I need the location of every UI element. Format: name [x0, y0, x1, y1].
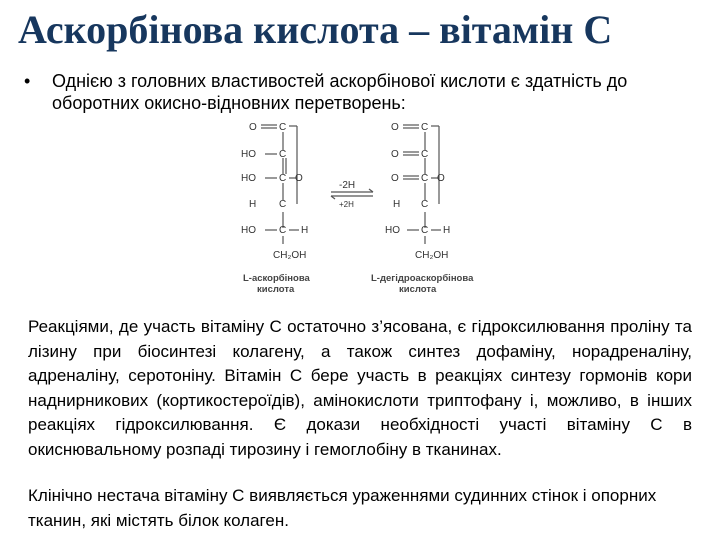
- atom-ho: HO: [385, 225, 400, 236]
- atom-c: C: [279, 122, 287, 133]
- atom-h: H: [393, 199, 401, 210]
- atom-h: H: [301, 225, 309, 236]
- molecule-caption: L-аскорбінова: [243, 273, 310, 284]
- atom-c: C: [421, 225, 429, 236]
- reaction-arrows: [331, 180, 373, 209]
- atom-c: C: [279, 149, 287, 160]
- molecule-caption: кислота: [257, 284, 295, 295]
- ascorbic-acid-structure: [241, 122, 311, 295]
- atom-o: O: [391, 149, 399, 160]
- bullet-item: [24, 70, 694, 114]
- slide-title: Аскорбінова кислота – вітамін С: [18, 7, 613, 52]
- atom-c: C: [421, 199, 429, 210]
- body-paragraph: Клінічно нестача вітаміну С виявляється ураженнями судинних стінок і опорних тканин, які містять білок колаген.: [28, 486, 657, 530]
- molecule-caption: кислота: [399, 284, 437, 295]
- atom-ho: HO: [241, 225, 256, 236]
- bullet-marker: •: [24, 71, 31, 91]
- dehydroascorbic-acid-structure: [371, 122, 474, 295]
- atom-c: C: [279, 225, 287, 236]
- atom-o: O: [391, 122, 399, 133]
- atom-h: H: [249, 199, 257, 210]
- atom-c: C: [279, 199, 287, 210]
- atom-ho: HO: [241, 173, 256, 184]
- atom-ho: HO: [241, 149, 256, 160]
- atom-o: O: [295, 173, 303, 184]
- atom-h: H: [443, 225, 451, 236]
- atom-c: C: [279, 173, 287, 184]
- body-paragraph: Реакціями, де участь вітаміну С остаточно з’ясована, є гідроксилювання проліну та лізину при біосинтезі колагену, а також синтез дофаміну, норадреналіну, адреналіну, серотоніну. Вітамін С бере участь в реакціях синтезу гормонів кори наднирникових (кортикостероїдів), амінокислоти триптофану і, можливо, в інших реакціях гідроксилювання. Є докази необхідності участі вітаміну С в окиснювальному розпаді тирозину і гемоглобіну в тканинах.: [28, 317, 692, 459]
- molecule-caption: L-дегідроаскорбінова: [371, 273, 474, 284]
- bullet-text: Однією з головних властивостей аскорбінової кислоти є здатність до оборотних окисно-відновних перетворень:: [52, 71, 628, 113]
- atom-c: C: [421, 149, 429, 160]
- atom-o: O: [391, 173, 399, 184]
- atom-c: C: [421, 173, 429, 184]
- atom-ch2oh: CH₂OH: [273, 250, 307, 261]
- ascorbic-acid-redox-diagram: [225, 118, 495, 303]
- reverse-label: +2H: [339, 200, 354, 209]
- forward-label: -2H: [339, 180, 356, 191]
- atom-c: C: [421, 122, 429, 133]
- atom-ch2oh: CH₂OH: [415, 250, 449, 261]
- atom-o: O: [249, 122, 257, 133]
- atom-o: O: [437, 173, 445, 184]
